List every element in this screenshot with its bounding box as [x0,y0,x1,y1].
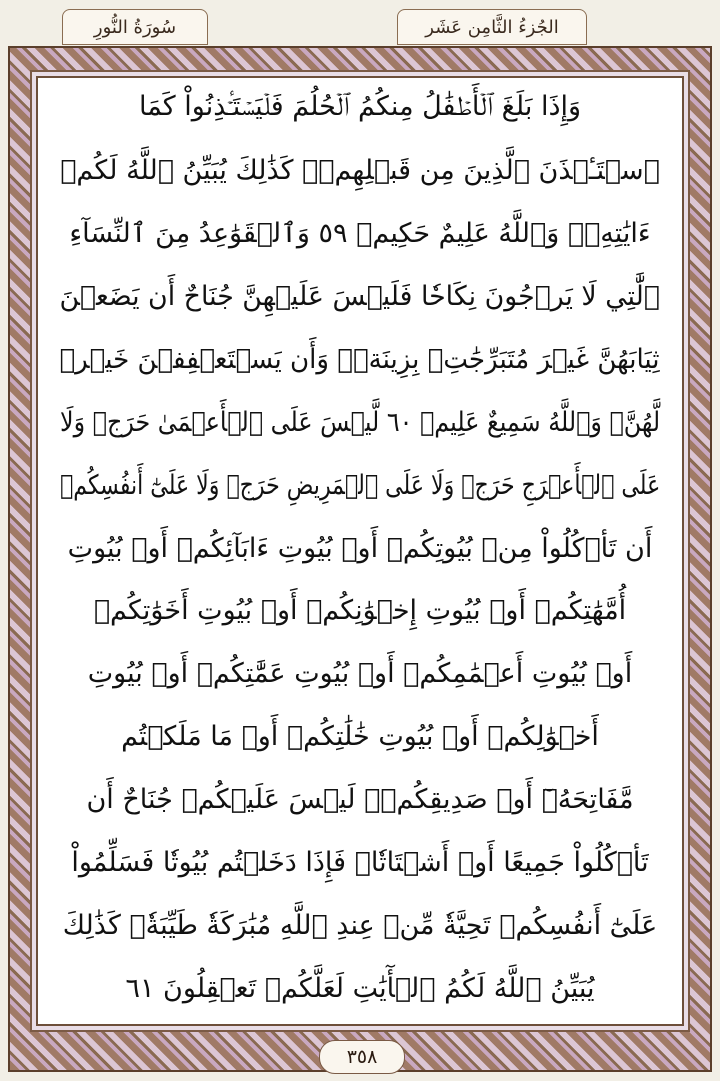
verse-line-10 [50,646,670,700]
surah-name-label [62,9,208,45]
juz-text: الجُزءُ الثَّامِن عَشَر [425,16,559,38]
verse-line-4 [50,269,670,323]
verse-line-text: لَّهُنَّۗ وَٱللَّهُ سَمِيعٌ عَلِيمٞ ٦٠ لَّيۡسَ عَلَى ٱلۡأَعۡمَىٰ حَرَجٞ وَلَا [59,406,661,438]
verse-line-text: أَن تَأۡكُلُواْ مِنۢ بُيُوتِكُمۡ أَوۡ بُيُوتِ ءَابَآئِكُمۡ أَوۡ بُيُوتِ [67,532,653,564]
verse-line-text: مَّفَاتِحَهُۥٓ أَوۡ صَدِيقِكُمۡۚ لَيۡسَ عَلَيۡكُمۡ جُنَاحٌ أَن [86,783,634,815]
verse-line-text: ثِيَابَهُنَّ غَيۡرَ مُتَبَرِّجَٰتِۭ بِزِينَةٖۖ وَأَن يَسۡتَعۡفِفۡنَ خَيۡرٞ [59,343,661,375]
verse-line-5 [50,332,670,386]
verse-line-6 [50,395,670,449]
verse-line-text: وَإِذَا بَلَغَ ٱلۡأَطۡفَٰلُ مِنكُمُ ٱلۡحُلُمَ فَلۡيَسۡتَـٔۡذِنُواْ كَمَا [138,91,582,122]
verse-line-text: أُمَّهَٰتِكُمۡ أَوۡ بُيُوتِ إِخۡوَٰنِكُمۡ أَوۡ بُيُوتِ أَخَوَٰتِكُمۡ [93,594,627,626]
verse-line-15 [50,961,670,1015]
verse-line-text: عَلَى ٱلۡأَعۡرَجِ حَرَجٞ وَلَا عَلَى ٱلۡمَرِيضِ حَرَجٞ وَلَا عَلَىٰٓ أَنفُسِكُمۡ [59,469,661,501]
verse-line-text: تَأۡكُلُواْ جَمِيعًا أَوۡ أَشۡتَاتٗاۚ فَإِذَا دَخَلۡتُم بُيُوتٗا فَسَلِّمُواْ [71,846,649,878]
page-header [0,0,720,48]
juz-label [397,9,587,45]
verse-line-text: ءَايَٰتِهِۦۗ وَٱللَّهُ عَلِيمٌ حَكِيمٞ ٥٩ وَٱلۡقَوَٰعِدُ مِنَ ٱلنِّسَآءِ [69,217,651,249]
verse-line-14 [50,898,670,952]
verse-line-text: أَخۡوَٰلِكُمۡ أَوۡ بُيُوتِ خَٰلَٰتِكُمۡ أَوۡ مَا مَلَكۡتُم [121,720,599,752]
verse-line-13 [50,835,670,889]
verse-line-8 [50,521,670,575]
verse-line-text: عَلَىٰٓ أَنفُسِكُمۡ تَحِيَّةٗ مِّنۡ عِندِ ٱللَّهِ مُبَٰرَكَةٗ طَيِّبَةٗۚ كَذَٰلِكَ [62,909,658,941]
surah-name-text: سُورَةُ النُّورِ [93,16,177,38]
verse-line-9 [50,583,670,637]
verse-line-text: ٱلَّٰتِي لَا يَرۡجُونَ نِكَاحٗا فَلَيۡسَ عَلَيۡهِنَّ جُنَاحٌ أَن يَضَعۡنَ [59,280,661,312]
verse-line-2 [50,143,670,197]
verse-line-12 [50,772,670,826]
verse-line-text: أَوۡ بُيُوتِ أَعۡمَٰمِكُمۡ أَوۡ بُيُوتِ عَمَّٰتِكُمۡ أَوۡ بُيُوتِ [87,657,633,689]
verse-line-11 [50,709,670,763]
verse-line-text: يُبَيِّنُ ٱللَّهُ لَكُمُ ٱلۡأٓيَٰتِ لَعَلَّكُمۡ تَعۡقِلُونَ ٦١ [125,972,595,1004]
verse-line-3 [50,206,670,260]
verse-line-7 [50,458,670,512]
page-number-text: ٣٥٨ [346,1046,378,1068]
page-number [319,1040,405,1074]
verse-line-text: ٱسۡتَـٔۡذَنَ ٱلَّذِينَ مِن قَبۡلِهِمۡۚ كَذَٰلِكَ يُبَيِّنُ ٱللَّهُ لَكُمۡ [60,154,660,186]
verse-line-1 [50,80,670,134]
